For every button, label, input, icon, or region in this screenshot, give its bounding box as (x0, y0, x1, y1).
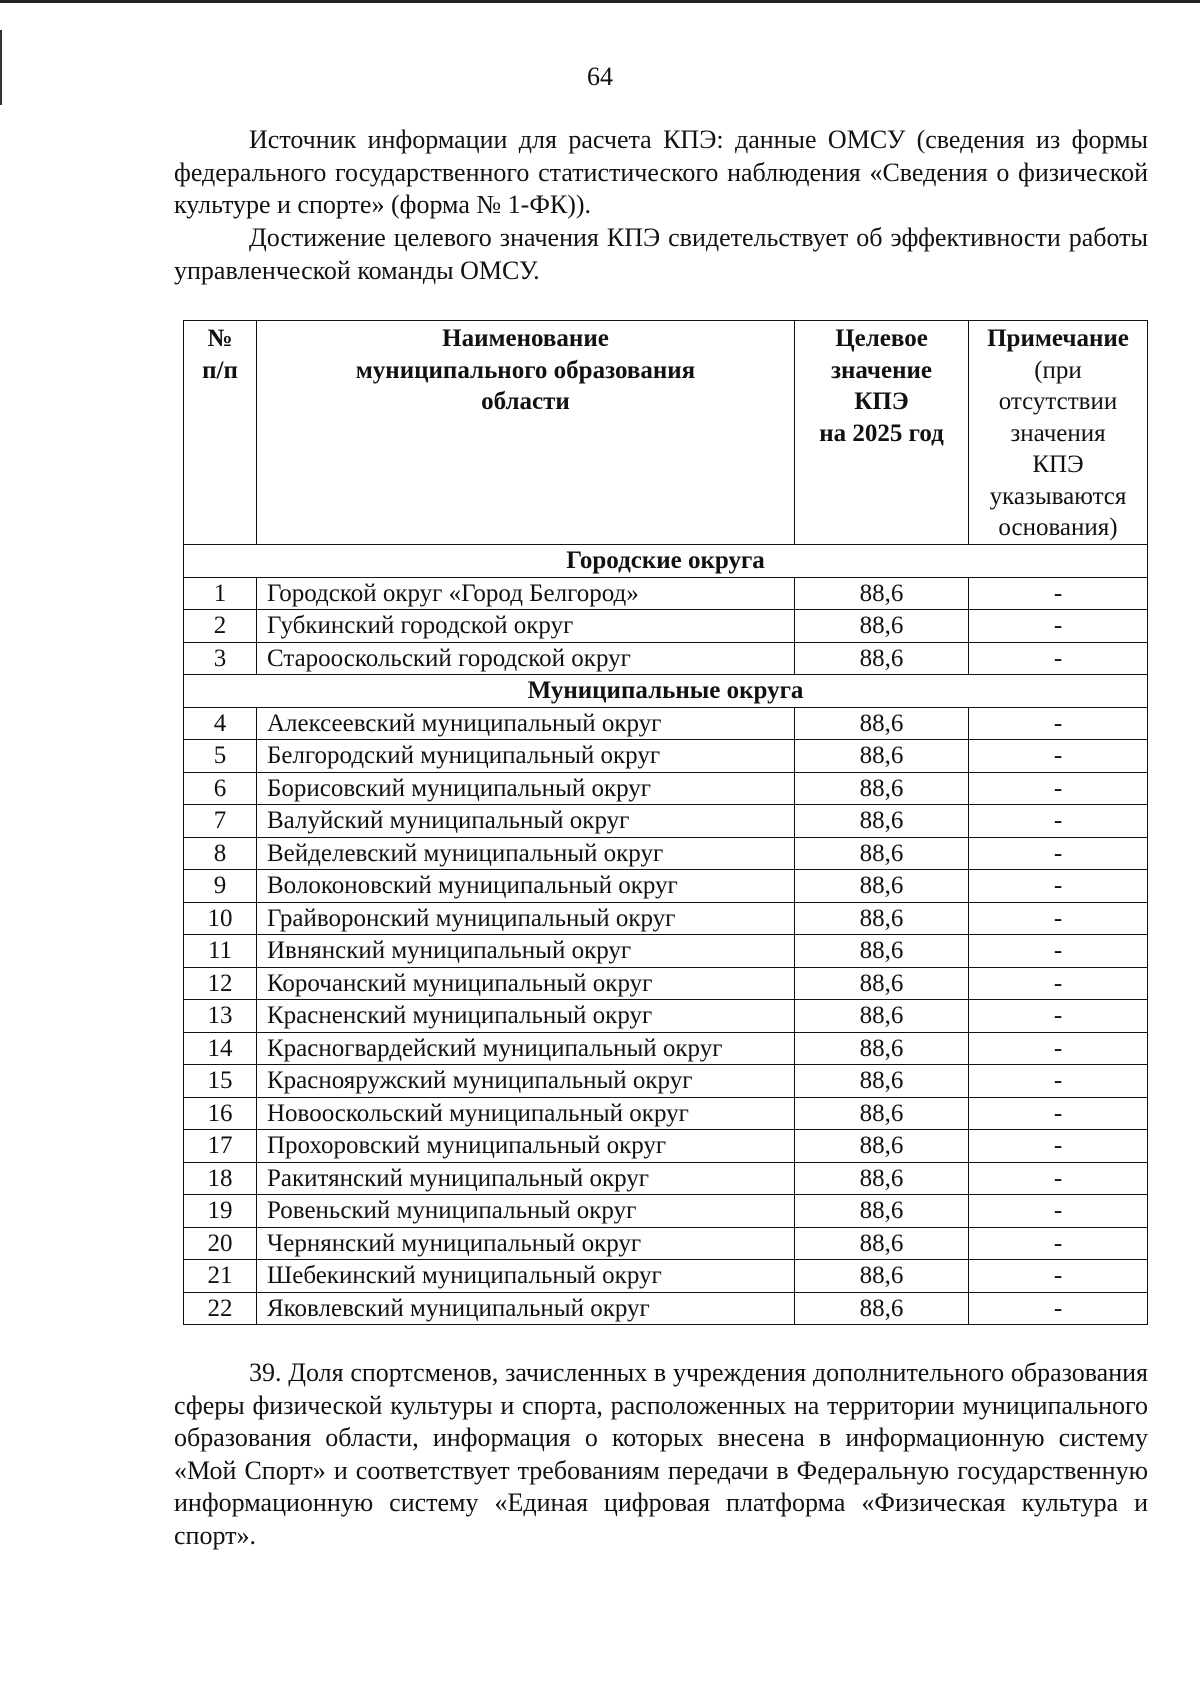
row-number: 8 (184, 837, 257, 870)
table-row (184, 1000, 1148, 1033)
row-name: Новооскольский муниципальный округ (257, 1097, 795, 1130)
row-name: Краснояружский муниципальный округ (257, 1065, 795, 1098)
row-note: - (969, 1162, 1148, 1195)
row-note: - (969, 870, 1148, 903)
row-note: - (969, 577, 1148, 610)
row-value: 88,6 (795, 642, 969, 675)
row-note: - (969, 707, 1148, 740)
table-row (184, 805, 1148, 838)
table-row (184, 1195, 1148, 1228)
row-note: - (969, 1130, 1148, 1163)
row-value: 88,6 (795, 1195, 969, 1228)
table-row (184, 577, 1148, 610)
header-target-line3: КПЭ (854, 388, 909, 415)
row-value: 88,6 (795, 935, 969, 968)
row-note: - (969, 1065, 1148, 1098)
scan-top-border (0, 0, 1200, 3)
section-title: Муниципальные округа (184, 675, 1148, 708)
table-row (184, 1162, 1148, 1195)
row-number: 10 (184, 902, 257, 935)
row-number: 9 (184, 870, 257, 903)
header-number-line1: № (207, 325, 233, 352)
row-value: 88,6 (795, 1130, 969, 1163)
header-note-line4: КПЭ (1032, 451, 1084, 478)
row-note: - (969, 642, 1148, 675)
row-note: - (969, 967, 1148, 1000)
source-paragraph: Источник информации для расчета КПЭ: данные ОМСУ (сведения из формы федерального государственного статистического наблюдения «Сведения о физической культуре и спорте» (форма № 1-ФК)). (174, 125, 1148, 219)
table-row (184, 1292, 1148, 1325)
row-name: Борисовский муниципальный округ (257, 772, 795, 805)
row-value: 88,6 (795, 805, 969, 838)
table-row (184, 837, 1148, 870)
row-name: Грайворонский муниципальный округ (257, 902, 795, 935)
row-note: - (969, 740, 1148, 773)
row-value: 88,6 (795, 610, 969, 643)
header-target (795, 321, 969, 545)
header-note-line5: указываются (989, 482, 1127, 510)
row-number: 22 (184, 1292, 257, 1325)
header-name-line3: области (481, 388, 570, 415)
row-note: - (969, 1000, 1148, 1033)
row-number: 14 (184, 1032, 257, 1065)
table-row (184, 870, 1148, 903)
header-note-title: Примечание (987, 325, 1129, 352)
header-name-line2: муниципального образования (355, 356, 696, 384)
table-row (184, 610, 1148, 643)
row-name: Ровеньский муниципальный округ (257, 1195, 795, 1228)
table-row (184, 642, 1148, 675)
row-number: 7 (184, 805, 257, 838)
row-value: 88,6 (795, 1227, 969, 1260)
header-target-line2: значение (830, 356, 933, 384)
row-name: Вейделевский муниципальный округ (257, 837, 795, 870)
row-name: Волоконовский муниципальный округ (257, 870, 795, 903)
row-name: Красногвардейский муниципальный округ (257, 1032, 795, 1065)
row-name: Красненский муниципальный округ (257, 1000, 795, 1033)
table-row (184, 1097, 1148, 1130)
table-row (184, 1260, 1148, 1293)
header-note-line6: основания) (998, 514, 1118, 541)
row-note: - (969, 805, 1148, 838)
row-note: - (969, 1032, 1148, 1065)
achievement-paragraph: Достижение целевого значения КПЭ свидетельствует об эффективности работы управленческой команды ОМСУ. (174, 223, 1148, 285)
header-name (257, 321, 795, 545)
row-note: - (969, 837, 1148, 870)
header-number (184, 321, 257, 545)
row-value: 88,6 (795, 1097, 969, 1130)
item-39-paragraph: 39. Доля спортсменов, зачисленных в учреждения дополнительного образования сферы физической культуры и спорта, расположенных на территории муниципального образования области, информация о которых внесена в информационную систему «Мой Спорт» и соответствует требованиям передачи в Федеральную государственную информационную систему «Единая цифровая платформа «Физическая культура и спорт». (174, 1358, 1148, 1550)
table-row (184, 740, 1148, 773)
row-name: Ивнянский муниципальный округ (257, 935, 795, 968)
row-name: Старооскольский городской округ (257, 642, 795, 675)
row-name: Городской округ «Город Белгород» (257, 577, 795, 610)
table-row (184, 1227, 1148, 1260)
row-number: 19 (184, 1195, 257, 1228)
row-value: 88,6 (795, 870, 969, 903)
row-name: Чернянский муниципальный округ (257, 1227, 795, 1260)
table-row (184, 1130, 1148, 1163)
row-name: Шебекинский муниципальный округ (257, 1260, 795, 1293)
table-row (184, 967, 1148, 1000)
row-value: 88,6 (795, 772, 969, 805)
row-value: 88,6 (795, 1032, 969, 1065)
header-note-line1: (при (1034, 356, 1082, 384)
table-row (184, 902, 1148, 935)
row-number: 2 (184, 610, 257, 643)
row-number: 4 (184, 707, 257, 740)
row-value: 88,6 (795, 902, 969, 935)
table-row (184, 1032, 1148, 1065)
row-note: - (969, 772, 1148, 805)
row-value: 88,6 (795, 577, 969, 610)
row-value: 88,6 (795, 967, 969, 1000)
row-number: 5 (184, 740, 257, 773)
header-note-line2: отсутствии (998, 388, 1118, 415)
row-note: - (969, 610, 1148, 643)
row-name: Яковлевский муниципальный округ (257, 1292, 795, 1325)
row-number: 13 (184, 1000, 257, 1033)
row-note: - (969, 1260, 1148, 1293)
header-note (969, 321, 1148, 545)
section-row-city (184, 545, 1148, 578)
row-number: 21 (184, 1260, 257, 1293)
row-number: 12 (184, 967, 257, 1000)
row-name: Корочанский муниципальный округ (257, 967, 795, 1000)
row-name: Ракитянский муниципальный округ (257, 1162, 795, 1195)
row-note: - (969, 1097, 1148, 1130)
row-name: Алексеевский муниципальный округ (257, 707, 795, 740)
table-row (184, 1065, 1148, 1098)
row-value: 88,6 (795, 1292, 969, 1325)
row-value: 88,6 (795, 837, 969, 870)
header-number-line2: п/п (202, 356, 238, 384)
row-name: Валуйский муниципальный округ (257, 805, 795, 838)
header-target-line1: Целевое (835, 325, 928, 352)
table-row (184, 707, 1148, 740)
header-note-line3: значения (1010, 419, 1106, 447)
row-value: 88,6 (795, 1162, 969, 1195)
row-name: Белгородский муниципальный округ (257, 740, 795, 773)
row-value: 88,6 (795, 1065, 969, 1098)
table-row (184, 772, 1148, 805)
row-number: 3 (184, 642, 257, 675)
row-note: - (969, 935, 1148, 968)
table-header-row (184, 321, 1148, 545)
table-body (184, 545, 1148, 1325)
row-value: 88,6 (795, 1000, 969, 1033)
table-row (184, 935, 1148, 968)
section-title: Городские округа (184, 545, 1148, 578)
row-number: 20 (184, 1227, 257, 1260)
row-name: Прохоровский муниципальный округ (257, 1130, 795, 1163)
row-note: - (969, 902, 1148, 935)
row-number: 6 (184, 772, 257, 805)
row-number: 17 (184, 1130, 257, 1163)
row-number: 1 (184, 577, 257, 610)
row-note: - (969, 1227, 1148, 1260)
row-value: 88,6 (795, 707, 969, 740)
kpe-table (183, 320, 1148, 1325)
section-row-municipal (184, 675, 1148, 708)
row-number: 15 (184, 1065, 257, 1098)
row-value: 88,6 (795, 1260, 969, 1293)
row-value: 88,6 (795, 740, 969, 773)
row-note: - (969, 1195, 1148, 1228)
page-number: 64 (587, 62, 613, 91)
header-name-line1: Наименование (442, 325, 609, 352)
row-name: Губкинский городской округ (257, 610, 795, 643)
row-note: - (969, 1292, 1148, 1325)
row-number: 18 (184, 1162, 257, 1195)
row-number: 11 (184, 935, 257, 968)
header-target-line4: на 2025 год (819, 419, 944, 447)
row-number: 16 (184, 1097, 257, 1130)
